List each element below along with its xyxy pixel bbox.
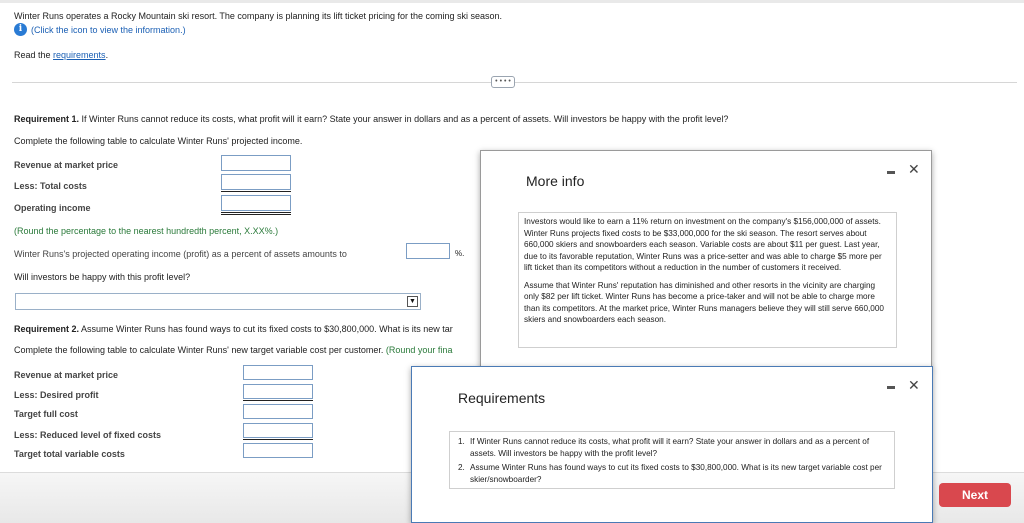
more-info-content: [518, 212, 897, 348]
req2-text: Assume Winter Runs has found ways to cut its fixed costs to $30,800,000. What is its new tar: [79, 324, 453, 334]
next-button[interactable]: Next: [939, 483, 1011, 507]
req2-target-full-cost-input[interactable]: [243, 404, 313, 419]
percent-suffix: %.: [455, 249, 465, 258]
req2-row-reduced-fixed-costs: Less: Reduced level of fixed costs: [14, 430, 162, 440]
read-prefix: Read the: [14, 50, 54, 60]
requirements-popup: [411, 366, 933, 523]
close-icon[interactable]: ✕: [908, 377, 920, 393]
chevron-down-icon[interactable]: ▼: [407, 296, 418, 307]
requirements-list: [449, 431, 895, 489]
req1-operating-income-input[interactable]: [221, 195, 291, 211]
top-border: [0, 0, 1024, 3]
requirement-item-1: [458, 436, 886, 459]
req2-instruction-text: Complete the following table to calculate Winter Runs' new target variable cost per customer.: [14, 345, 384, 355]
info-icon[interactable]: i: [14, 23, 27, 36]
close-icon[interactable]: ✕: [908, 161, 920, 177]
req1-revenue-input[interactable]: [221, 155, 291, 171]
req2-reduced-fixed-costs-input[interactable]: [243, 423, 313, 438]
minimize-icon[interactable]: [887, 386, 895, 389]
info-link[interactable]: (Click the icon to view the information.): [31, 25, 186, 35]
req2-target-variable-costs-input[interactable]: [243, 443, 313, 458]
req1-label: Requirement 1.: [14, 114, 80, 124]
investors-happy-dropdown[interactable]: [15, 293, 421, 310]
req2-instruction: [14, 345, 452, 355]
req1-investors-question: Will investors be happy with this profit level?: [14, 272, 191, 282]
read-requirements: [14, 50, 108, 60]
req2-label: Requirement 2.: [14, 324, 80, 334]
more-info-paragraph-1: Investors would like to earn a 11% return on investment on the company's $156,000,000 of assets. Winter Runs projects fixed costs to be $33,000,000 for the ski season. The resort serves about 660,000 skiers and snowboarders each season. Variable costs are about $11 per guest. Last year, due to its favorable reputation, Winter Runs was a price-setter and was able to charge $5 more per lift ticket than its competitors without a reduction in the number of customers it received.: [524, 217, 882, 272]
req1-row-operating-income: Operating income: [14, 203, 91, 213]
req1-row-revenue: Revenue at market price: [14, 160, 119, 170]
expand-ellipsis-icon[interactable]: • • • •: [491, 76, 515, 88]
more-info-popup: [480, 150, 932, 368]
req1-round-note: (Round the percentage to the nearest hundredth percent, X.XX%.): [14, 226, 279, 236]
requirement-item-2: [458, 462, 886, 485]
req1-percent-label: Winter Runs's projected operating income (profit) as a percent of assets amounts to: [14, 249, 347, 259]
req2-row-target-variable-costs: Target total variable costs: [14, 449, 125, 459]
intro-text: Winter Runs operates a Rocky Mountain ski resort. The company is planning its lift ticket pricing for the coming ski season.: [14, 11, 503, 21]
requirement-text: Assume Winter Runs has found ways to cut its fixed costs to $30,800,000. What is its new target variable cost per skier/snowboarder?: [470, 463, 882, 484]
req2-round-note: (Round your fina: [383, 345, 453, 355]
minimize-icon[interactable]: [887, 171, 895, 174]
total-double-line: [221, 214, 291, 215]
requirements-title: Requirements: [458, 390, 546, 406]
req2-row-revenue: Revenue at market price: [14, 370, 119, 380]
requirements-link[interactable]: requirements: [53, 50, 106, 60]
total-line: [221, 212, 291, 213]
req1-percent-input[interactable]: [406, 243, 450, 259]
more-info-paragraph-2: Assume that Winter Runs' reputation has diminished and other resorts in the vicinity are charging only $82 per lift ticket. Winter Runs has become a price-taker and will not be able to charge more than its competitors. At the market price, Winter Runs managers believe they will still serve 660,000 skiers and snowboarders each season.: [524, 280, 884, 324]
subtotal-line: [221, 191, 291, 192]
requirement-number: 2.: [458, 463, 465, 472]
req2-subtotal-line: [243, 400, 313, 401]
req1-heading: [14, 114, 728, 124]
req2-revenue-input[interactable]: [243, 365, 313, 380]
req2-desired-profit-input[interactable]: [243, 384, 313, 399]
read-suffix: .: [105, 50, 109, 60]
req2-row-target-full-cost: Target full cost: [14, 409, 78, 419]
req2-subtotal-line-2: [243, 439, 313, 440]
req1-total-costs-input[interactable]: [221, 174, 291, 190]
req2-row-desired-profit: Less: Desired profit: [14, 390, 99, 400]
req2-heading: [14, 324, 453, 334]
more-info-title: More info: [526, 173, 585, 189]
requirement-text: If Winter Runs cannot reduce its costs, what profit will it earn? State your answer in dollars and as a percent of assets. Will investors be happy with the profit level?: [470, 437, 870, 458]
req1-instruction: Complete the following table to calculate Winter Runs' projected income.: [14, 136, 303, 146]
req1-text: If Winter Runs cannot reduce its costs, what profit will it earn? State your answer in dollars and as a percent of assets. Will investors be happy with the profit level?: [79, 114, 729, 124]
req1-row-total-costs: Less: Total costs: [14, 181, 87, 191]
requirement-number: 1.: [458, 437, 465, 446]
